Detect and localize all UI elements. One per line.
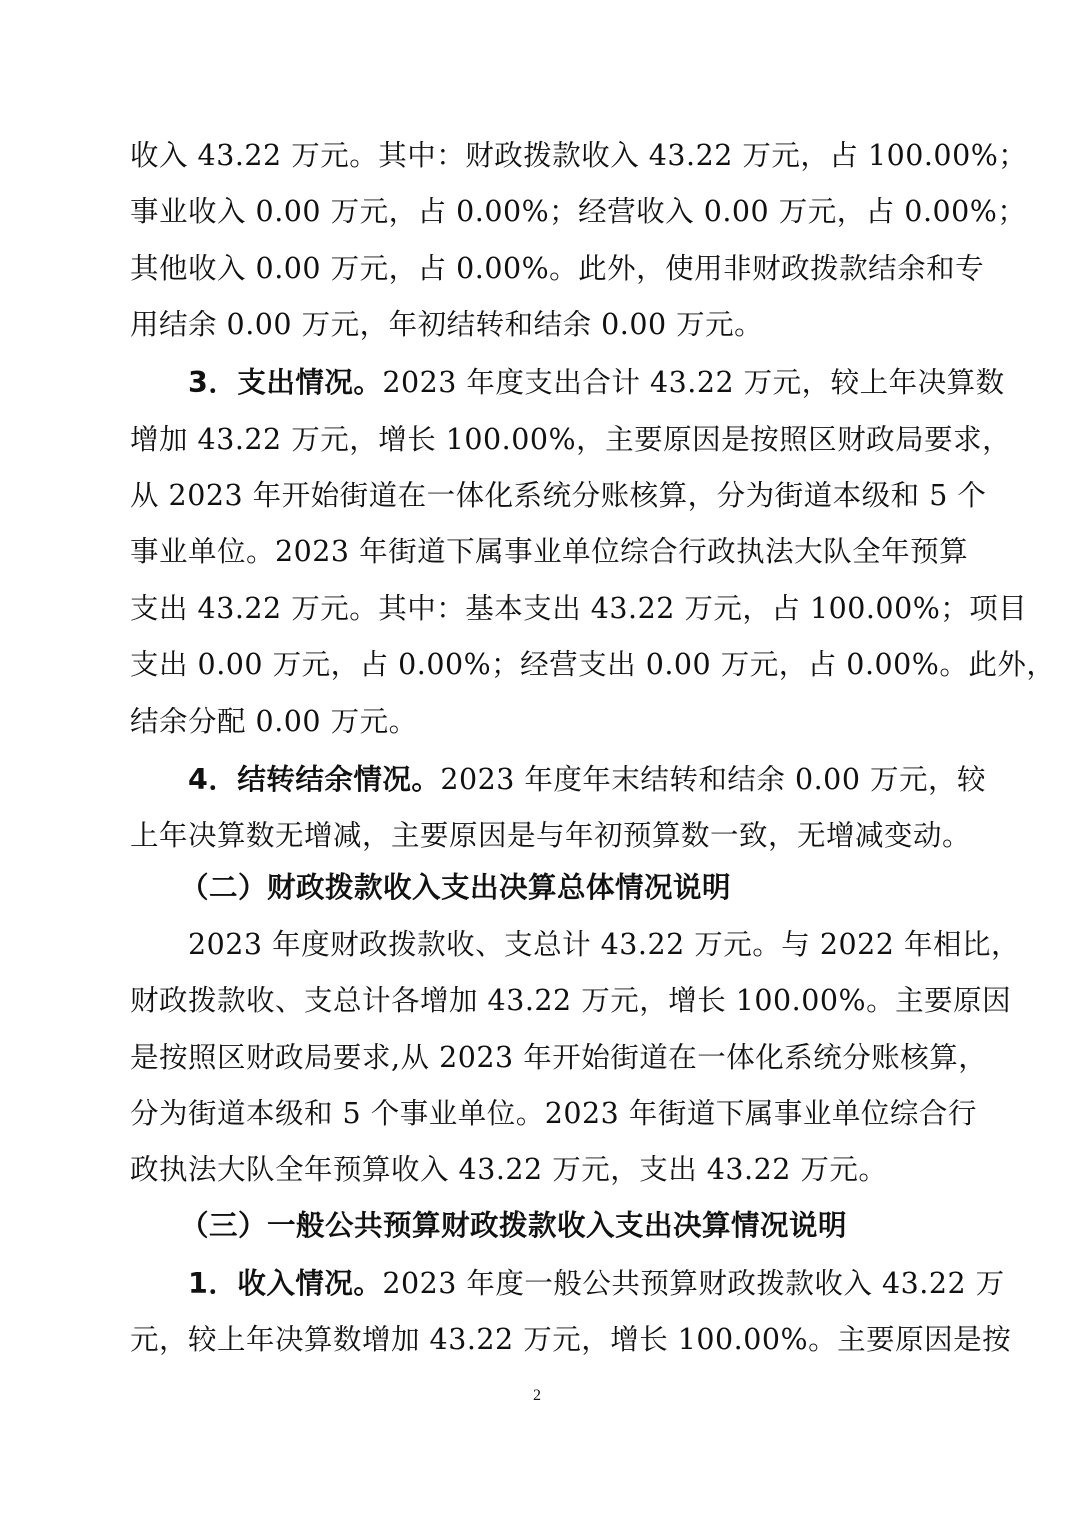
section-3-text: 2023 年度支出合计 43.22 万元，较上年决算数 bbox=[382, 366, 1005, 399]
paragraph-line: 政执法大队全年预算收入 43.22 万元，支出 43.22 万元。 bbox=[130, 1153, 888, 1186]
paragraph-line: 从 2023 年开始街道在一体化系统分账核算，分为街道本级和 5 个 bbox=[130, 479, 987, 512]
income-first-line bbox=[188, 1256, 1005, 1312]
paragraph-line: 收入 43.22 万元。其中：财政拨款收入 43.22 万元，占 100.00%； bbox=[130, 139, 1028, 172]
paragraph-line: 分为街道本级和 5 个事业单位。2023 年街道下属事业单位综合行 bbox=[130, 1097, 977, 1130]
section-heading-3: （三）一般公共预算财政拨款收入支出决算情况说明 bbox=[180, 1209, 848, 1242]
paragraph-line: 事业收入 0.00 万元，占 0.00%；经营收入 0.00 万元，占 0.00%； bbox=[130, 195, 1027, 228]
paragraph-line: 财政拨款收、支总计各增加 43.22 万元，增长 100.00%。主要原因 bbox=[130, 984, 1012, 1017]
section-3-label: 3．支出情况。 bbox=[188, 366, 383, 399]
income-label: 1．收入情况。 bbox=[188, 1267, 383, 1300]
paragraph-line: 上年决算数无增减，主要原因是与年初预算数一致，无增减变动。 bbox=[130, 819, 972, 852]
paragraph-first-line: 2023 年度财政拨款收、支总计 43.22 万元。与 2022 年相比， bbox=[188, 928, 1020, 961]
paragraph-line: 增加 43.22 万元，增长 100.00%，主要原因是按照区财政局要求， bbox=[130, 423, 1012, 456]
income-text: 2023 年度一般公共预算财政拨款收入 43.22 万 bbox=[382, 1267, 1005, 1300]
section-heading-2: （二）财政拨款收入支出决算总体情况说明 bbox=[180, 871, 732, 904]
paragraph-line: 用结余 0.00 万元，年初结转和结余 0.00 万元。 bbox=[130, 308, 764, 341]
paragraph-line: 事业单位。2023 年街道下属事业单位综合行政执法大队全年预算 bbox=[130, 535, 969, 568]
section-4-text: 2023 年度年末结转和结余 0.00 万元，较 bbox=[440, 763, 987, 796]
page-number: 2 bbox=[533, 1387, 541, 1404]
section-3-first-line bbox=[188, 355, 1005, 411]
paragraph-line: 支出 43.22 万元。其中：基本支出 43.22 万元，占 100.00%；项目 bbox=[130, 592, 1028, 625]
paragraph-line: 支出 0.00 万元，占 0.00%；经营支出 0.00 万元，占 0.00%。此外， bbox=[130, 648, 1056, 681]
paragraph-line: 其他收入 0.00 万元，占 0.00%。此外，使用非财政拨款结余和专 bbox=[130, 252, 985, 285]
paragraph-line: 结余分配 0.00 万元。 bbox=[130, 705, 418, 738]
section-4-first-line bbox=[188, 752, 987, 808]
paragraph-line: 是按照区财政局要求,从 2023 年开始街道在一体化系统分账核算， bbox=[130, 1041, 988, 1074]
paragraph-line: 元，较上年决算数增加 43.22 万元，增长 100.00%。主要原因是按 bbox=[130, 1323, 1012, 1356]
section-4-label: 4．结转结余情况。 bbox=[188, 763, 441, 796]
